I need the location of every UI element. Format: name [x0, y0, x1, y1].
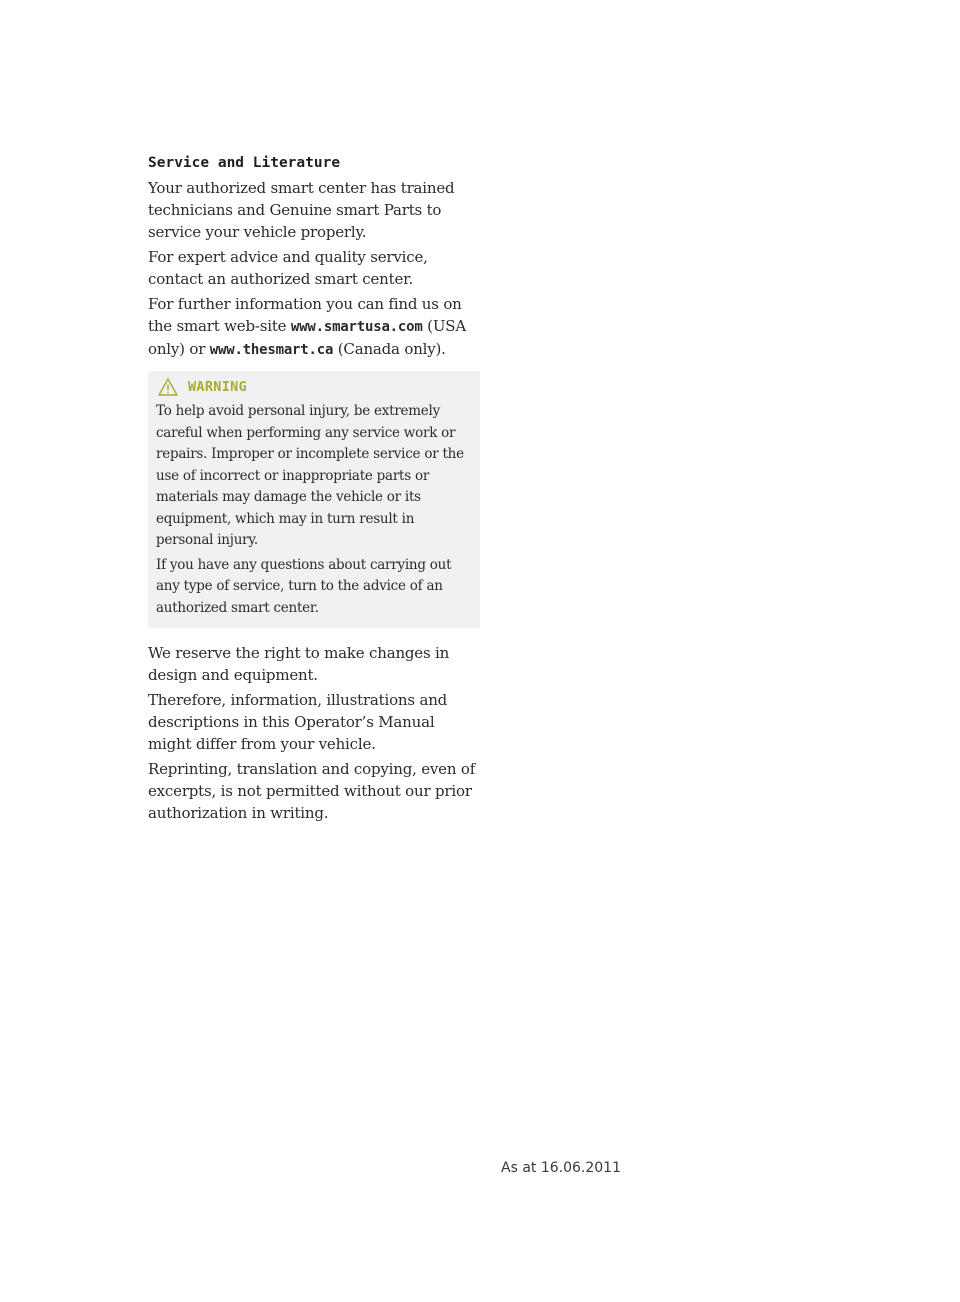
web-info-text-end: (Canada only).: [333, 340, 446, 358]
warning-title: WARNING: [188, 379, 247, 395]
main-column: [148, 152, 480, 827]
warning-box: [148, 371, 480, 628]
web-info-text: For further information you can find us on the smart web-site: [148, 295, 462, 335]
service-paragraph-3: [148, 293, 480, 361]
link-smartusa[interactable]: www.smartusa.com: [290, 319, 423, 335]
notes-paragraph-1: We reserve the right to make changes in design and equipment.: [148, 644, 450, 684]
notes-paragraph-2: Therefore, information, illustrations and descriptions in this Operator’s Manual might differ from your vehicle.: [148, 691, 448, 753]
section-heading: Service and Literature: [148, 155, 341, 171]
warning-header: [156, 377, 474, 397]
warning-paragraph-1: To help avoid personal injury, be extremely careful when performing any service work or repairs. Improper or incomplete service or the use of incorrect or inappropriate parts or materials may damage the vehicle or its equipment, which may in turn result in personal injury.: [156, 403, 464, 548]
warning-paragraph-2: If you have any questions about carrying out any type of service, turn to the advice of an authorized smart center.: [156, 556, 452, 616]
service-paragraph-1: Your authorized smart center has trained technicians and Genuine smart Parts to service your vehicle properly.: [148, 179, 455, 241]
web-info-text-mid: (USA only) or: [148, 317, 466, 358]
service-paragraph-2: For expert advice and quality service, contact an authorized smart center.: [148, 248, 428, 288]
warning-triangle-icon: [158, 378, 178, 396]
notes-paragraph-3: Reprinting, translation and copying, even of excerpts, is not permitted without our prior authorization in writing.: [148, 760, 476, 822]
link-thesmart[interactable]: www.thesmart.ca: [209, 342, 334, 358]
edition-date: As at 16.06.2011: [501, 1160, 621, 1176]
